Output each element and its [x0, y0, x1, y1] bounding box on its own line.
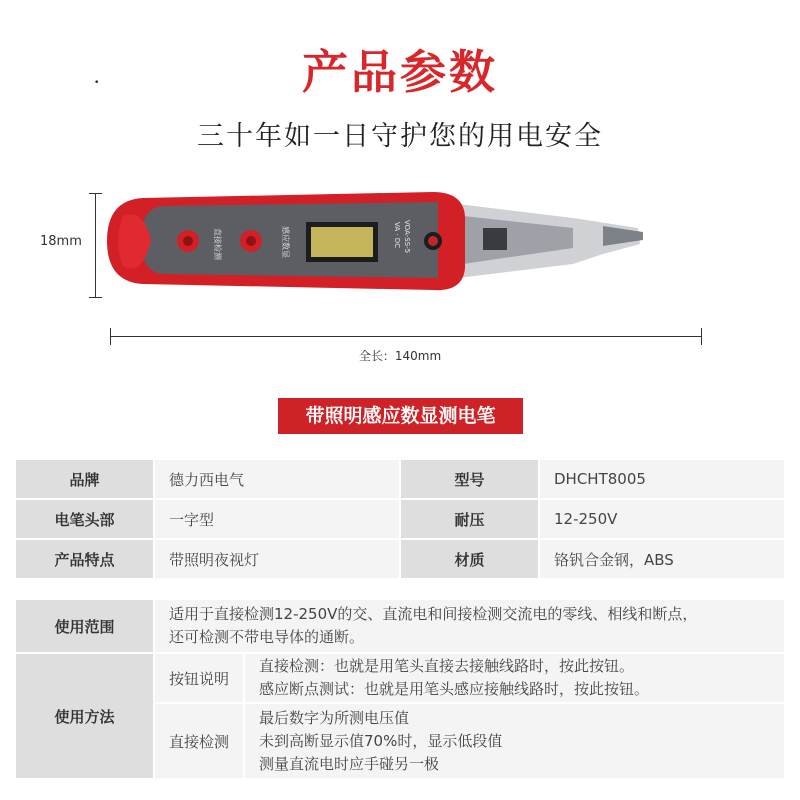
usage-button-description	[245, 654, 784, 702]
usage-direct-line-3: 测量直流电时应手碰另一极	[259, 754, 440, 773]
spec-value-scope	[155, 600, 784, 652]
spec-value-feature: 带照明夜视灯	[155, 540, 399, 578]
spec-label-feature: 产品特点	[16, 540, 153, 578]
height-dimension-tick-bottom	[89, 297, 102, 298]
usage-direct-line-1: 最后数字为所测电压值	[259, 708, 410, 727]
pen-body-text: 感应数显	[281, 226, 290, 258]
usage-direct-line-2: 未到高断显示值70%时，显示低段值	[259, 731, 503, 750]
height-dimension-tick-top	[89, 193, 102, 194]
test-pen-image	[103, 186, 643, 306]
pen-body-text: VOA-SS-5	[403, 220, 411, 254]
length-dimension-label: 全长：140mm	[358, 349, 442, 363]
spec-value-voltage: 12-250V	[540, 500, 784, 538]
spec-label-brand: 品牌	[16, 460, 153, 498]
lcd-display	[311, 227, 373, 257]
spec-value-model: DHCHT8005	[540, 460, 784, 498]
pen-body-text: VA · DC	[393, 222, 401, 249]
light-icon	[428, 236, 438, 246]
product-name-banner: 带照明感应数显测电笔	[278, 398, 523, 434]
usage-sub-label-direct: 直接检测	[155, 704, 243, 778]
height-dimension-line	[95, 193, 96, 297]
spec-label-model: 型号	[401, 460, 538, 498]
spec-value-tip: 一字型	[155, 500, 399, 538]
usage-button-line-2: 感应断点测试：也就是用笔头感应接触线路时，按此按钮。	[259, 680, 650, 698]
spec-label-scope: 使用范围	[16, 600, 153, 652]
spec-value-brand: 德力西电气	[155, 460, 399, 498]
spec-value-material: 铬钒合金钢，ABS	[540, 540, 784, 578]
length-dimension-tick-right	[701, 328, 702, 345]
pen-body-text: 直接检测	[213, 228, 222, 260]
usage-sub-label-button: 按钮说明	[155, 654, 243, 702]
spec-label-voltage: 耐压	[401, 500, 538, 538]
height-dimension-label: 18mm	[40, 234, 82, 249]
length-dimension-line	[110, 336, 702, 337]
usage-direct-description	[245, 704, 784, 778]
bullet-dot: •	[94, 78, 100, 88]
spec-label-tip: 电笔头部	[16, 500, 153, 538]
scope-line-2: 还可检测不带电导体的通断。	[169, 628, 365, 646]
length-dimension-tick-left	[110, 328, 111, 345]
scope-line-1: 适用于直接检测12-250V的交、直流电和间接检测交流电的零线、相线和断点，	[169, 605, 698, 623]
spec-label-usage: 使用方法	[16, 654, 153, 778]
page-title: 产品参数	[302, 45, 498, 99]
usage-button-line-1: 直接检测：也就是用笔头直接去接触线路时，按此按钮。	[259, 657, 635, 675]
spec-label-material: 材质	[401, 540, 538, 578]
page-subtitle: 三十年如一日守护您的用电安全	[197, 121, 603, 152]
spec-table	[16, 460, 784, 778]
